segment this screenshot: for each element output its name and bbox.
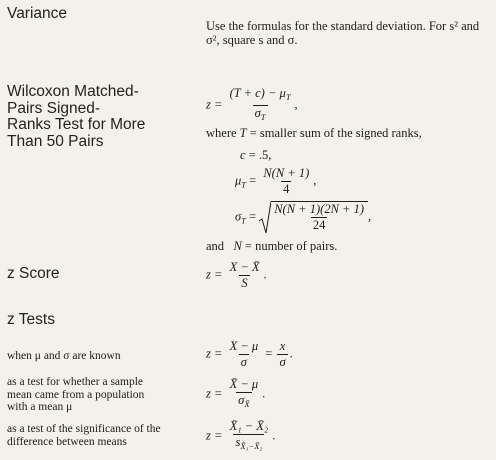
- label-line: with a mean μ: [7, 401, 73, 413]
- square-root: [259, 201, 368, 234]
- c-text: = .5,: [245, 148, 272, 162]
- fraction: [228, 261, 262, 290]
- fraction-numerator: N(N + 1): [263, 166, 310, 180]
- fraction-denominator: S: [241, 276, 248, 290]
- and-text: = number of pairs.: [241, 239, 338, 253]
- formula-case1: [206, 340, 293, 369]
- fraction-numerator: X̄₁ − X̄₂: [229, 419, 269, 433]
- formula-tail: ,: [368, 209, 372, 224]
- formula-lhs: z =: [206, 346, 223, 361]
- heading-z-tests: z Tests: [7, 311, 55, 328]
- fraction: [272, 203, 366, 232]
- formula-lhs: z =: [206, 267, 223, 282]
- subscript: T: [241, 215, 246, 226]
- radicand: [271, 201, 368, 234]
- formula-tail: .: [272, 428, 276, 443]
- heading-line: Wilcoxon Matched-: [7, 83, 139, 100]
- fraction-denominator: [236, 392, 251, 411]
- subscript: T: [285, 92, 291, 102]
- and-prefix: and: [206, 239, 225, 253]
- formula-wilcoxon-z: [206, 87, 298, 124]
- sigma-symbol: σ: [235, 209, 242, 224]
- fraction-numerator: X − μ: [229, 339, 259, 353]
- case2-label: [7, 376, 144, 414]
- variable-T: T: [239, 126, 247, 140]
- fraction-numerator: [228, 87, 293, 105]
- formula-lhs: z =: [206, 428, 223, 443]
- formula-tail: ,: [313, 173, 317, 188]
- fraction: [261, 167, 311, 196]
- formula-tail: .: [262, 386, 266, 401]
- heading-wilcoxon: [7, 84, 145, 150]
- fraction-denominator: [233, 434, 264, 453]
- variable-c: c: [240, 148, 246, 162]
- label-line: mean came from a population: [7, 388, 145, 401]
- fraction-denominator: σ: [279, 355, 286, 369]
- fraction-numerator: X̄ − μ: [229, 377, 259, 391]
- where-line: [206, 126, 422, 140]
- formula-z-score: [206, 261, 267, 290]
- label-line: as a test of the significance of the: [7, 423, 161, 435]
- denominator-text: σ: [238, 393, 245, 407]
- equals: =: [249, 173, 257, 188]
- formula-case3: [206, 420, 275, 453]
- fraction: [277, 340, 287, 369]
- where-text: = smaller sum of the signed ranks,: [246, 126, 422, 140]
- variance-text: Use the formulas for the standard deviation. For s² and σ², square s and σ.: [206, 19, 480, 47]
- label-line: difference between means: [7, 435, 127, 448]
- denominator-text: s: [235, 435, 241, 449]
- heading-line: Pairs Signed-: [7, 99, 101, 117]
- subscript: T: [241, 179, 247, 190]
- where-prefix: where: [206, 126, 237, 140]
- formula-case2: [206, 378, 265, 411]
- fraction-numerator: X − X̄: [229, 260, 260, 274]
- formula-sigma-t: [235, 201, 371, 234]
- fraction: [228, 378, 261, 411]
- heading-line: Than 50 Pairs: [7, 132, 104, 150]
- fraction-denominator: 24: [312, 218, 326, 232]
- subscript: X̄₁−X̄₂: [240, 441, 263, 451]
- subscript: T: [260, 112, 266, 122]
- fraction: [228, 340, 261, 369]
- subscript: X̄: [244, 399, 250, 409]
- fraction: [228, 87, 293, 124]
- fraction: [228, 420, 271, 453]
- fraction-denominator: 4: [283, 182, 290, 196]
- case1-label: when μ and σ are known: [7, 350, 121, 362]
- mu-symbol: μ: [235, 173, 242, 188]
- case3-label: [7, 423, 161, 448]
- formula-lhs: z =: [206, 386, 223, 401]
- fraction-numerator: x: [279, 339, 286, 353]
- formula-lhs: z =: [206, 97, 223, 112]
- formula-tail: .: [263, 267, 267, 282]
- radical-sign-icon: [259, 201, 271, 234]
- heading-variance: Variance: [7, 5, 68, 22]
- formula-tail: ,: [294, 97, 298, 112]
- equals: =: [265, 346, 273, 361]
- heading-line: Ranks Test for More: [7, 116, 146, 133]
- fraction-numerator: N(N + 1)(2N + 1): [274, 202, 365, 216]
- fraction-denominator: [253, 105, 268, 124]
- fraction-denominator: σ: [240, 355, 247, 369]
- numerator-text: (T + c) − μ: [229, 86, 286, 100]
- label-line: as a test for whether a sample: [7, 376, 144, 388]
- denominator-text: σ: [254, 106, 261, 120]
- heading-z-score: z Score: [7, 265, 60, 282]
- formula-tail: .: [289, 346, 293, 361]
- formula-mu-t: [235, 167, 316, 196]
- c-line: [240, 148, 271, 162]
- variable-N: N: [233, 239, 242, 253]
- equals: =: [249, 209, 257, 224]
- and-line: [206, 239, 337, 253]
